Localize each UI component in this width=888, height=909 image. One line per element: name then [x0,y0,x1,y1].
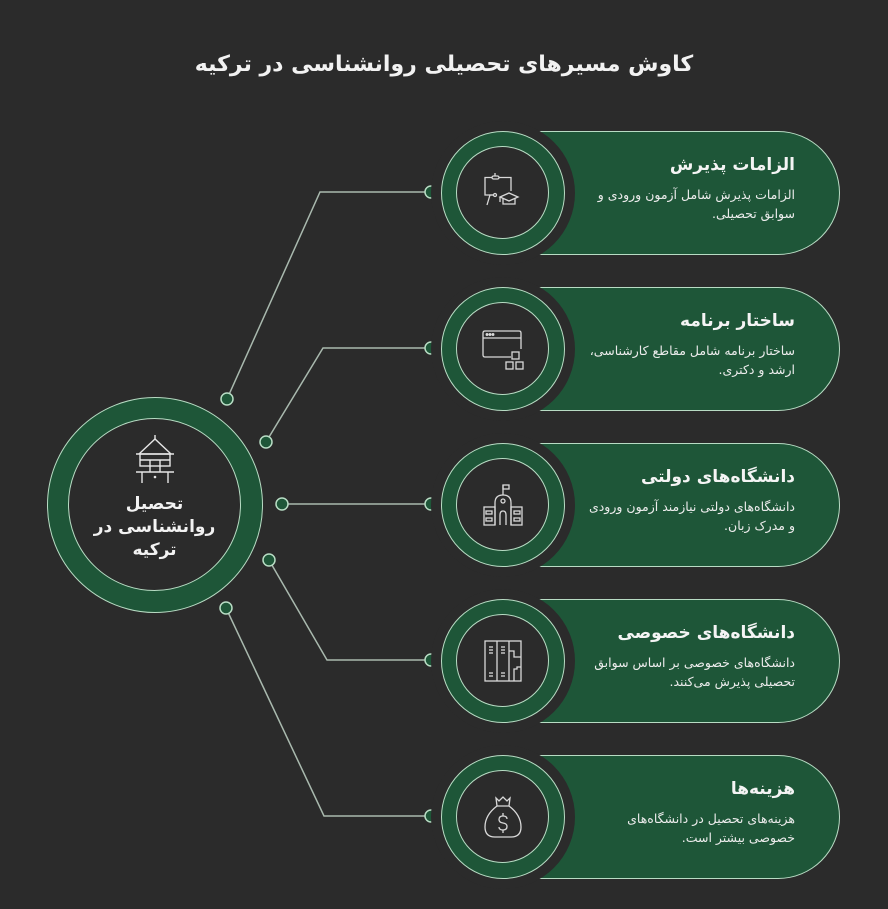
icon-ring [441,755,565,879]
card-description: ساختار برنامه شامل مقاطع کارشناسی، ارشد و دکتری. [589,343,795,377]
icon-ring-inner [456,458,549,551]
card-description: دانشگاه‌های خصوصی بر اساس سوابق تحصیلی پذیرش می‌کنند. [594,655,795,689]
icon-ring-inner [456,770,549,863]
icon-ring [441,599,565,723]
window-blocks-icon [481,327,525,371]
hub-label: تحصیل روانشناسی در ترکیه [93,494,216,560]
page-title: کاوش مسیرهای تحصیلی روانشناسی در ترکیه [194,52,694,77]
card-text [585,623,795,691]
card-private-universities [0,599,888,725]
icon-ring [441,443,565,567]
card-text [585,467,795,535]
icon-ring [441,287,565,411]
card-text [585,155,795,223]
icon-ring [441,131,565,255]
school-building-icon [481,483,525,527]
card-title: دانشگاه‌های خصوصی [617,623,795,643]
card-title: هزینه‌ها [730,779,795,799]
icon-ring-inner [456,302,549,395]
card-description: الزامات پذیرش شامل آزمون ورودی و سوابق تحصیلی. [597,187,795,221]
card-program-structure [0,287,888,413]
money-bag-icon [481,795,525,839]
card-title: ساختار برنامه [680,311,795,331]
card-admission-requirements [0,131,888,257]
card-title: دانشگاه‌های دولتی [640,467,795,487]
icon-ring-inner [456,146,549,239]
card-public-universities [0,443,888,569]
presentation-graduation-cap-icon [481,171,525,215]
card-title: الزامات پذیرش [669,155,795,175]
lockers-icon [481,639,525,683]
card-description: دانشگاه‌های دولتی نیازمند آزمون ورودی و مدرک زبان. [588,499,795,533]
icon-ring-inner [456,614,549,707]
card-description: هزینه‌های تحصیل در دانشگاه‌های خصوصی بیشتر است. [627,811,795,845]
card-text [585,779,795,847]
card-text [585,311,795,379]
card-costs [0,755,888,881]
